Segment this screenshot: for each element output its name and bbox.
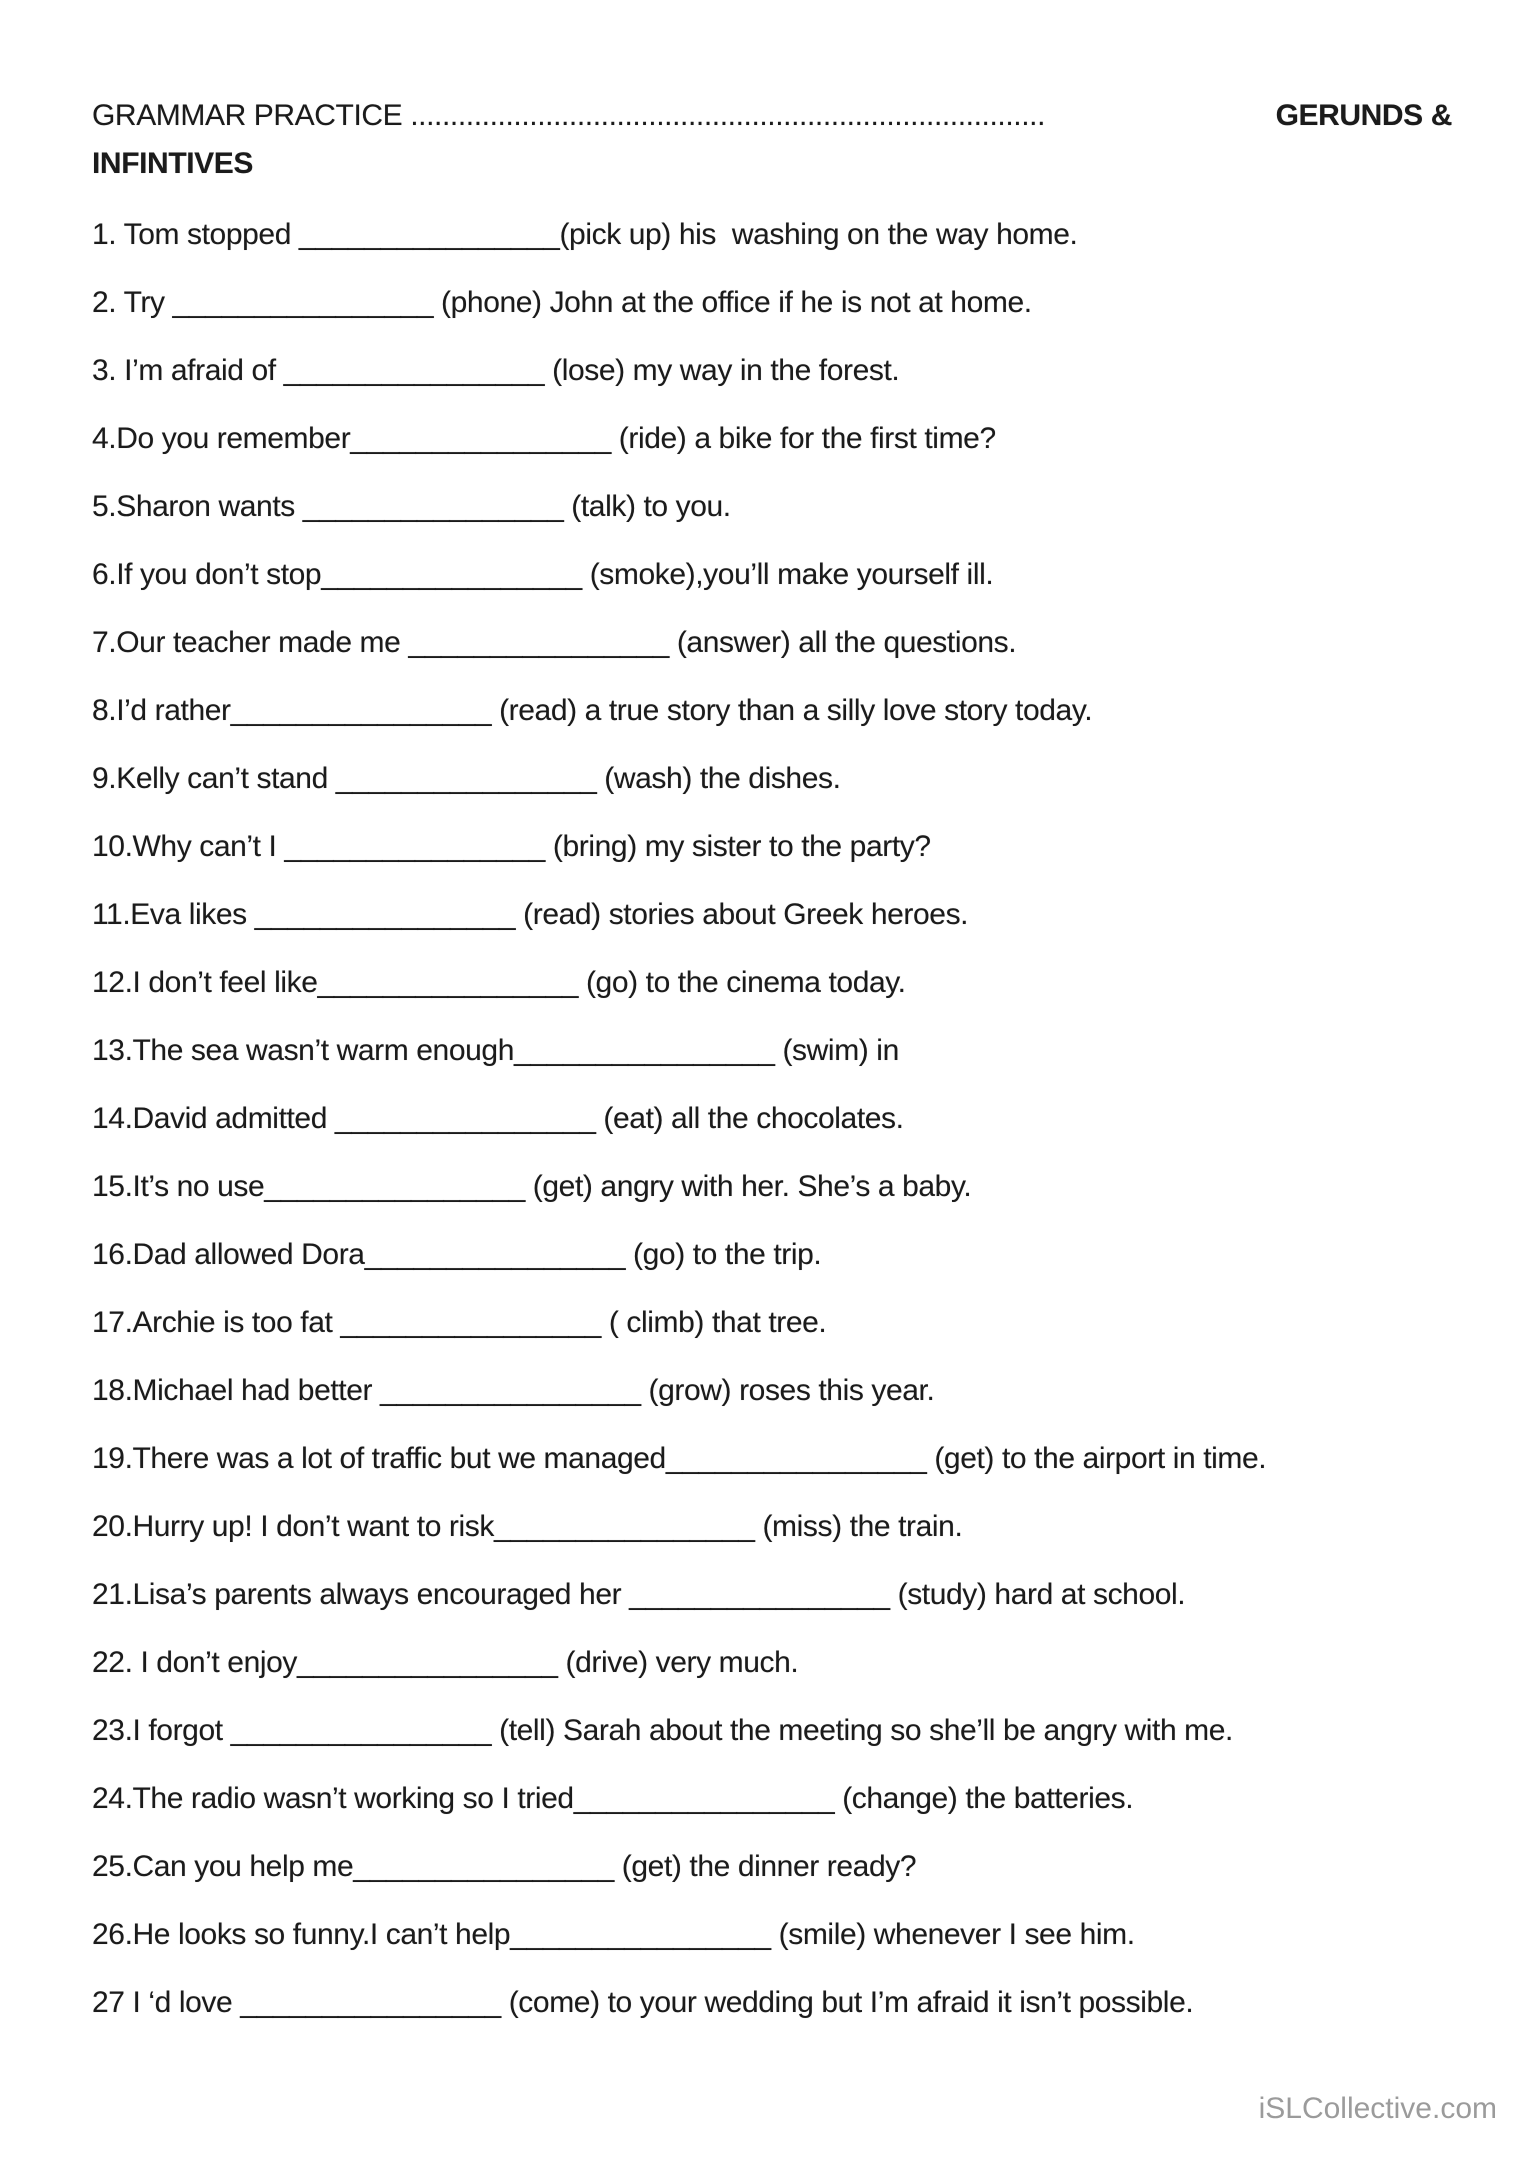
exercise-sentence-12: 12.I don’t feel like________________ (go) to the cinema today.	[92, 966, 906, 999]
exercise-sentence-11: 11.Eva likes ________________ (read) stories about Greek heroes.	[92, 898, 969, 931]
exercise-sentence-3: 3. I’m afraid of ________________ (lose) my way in the forest.	[92, 354, 900, 387]
worksheet-content	[92, 99, 1452, 2056]
exercise-sentence-5: 5.Sharon wants ________________ (talk) to you.	[92, 490, 731, 523]
worksheet-title: GRAMMAR PRACTICE	[92, 99, 411, 132]
worksheet-header	[92, 99, 1452, 133]
name-dotted-line: ................................................................................	[410, 99, 1046, 132]
exercise-sentence-23: 23.I forgot ________________ (tell) Sarah about the meeting so she’ll be angry with me.	[92, 1714, 1233, 1747]
exercise-sentence-8: 8.I’d rather________________ (read) a true story than a silly love story today.	[92, 694, 1093, 727]
header-left-group	[92, 99, 1045, 133]
exercise-sentence-16: 16.Dad allowed Dora________________ (go) to the trip.	[92, 1238, 822, 1271]
worksheet-topic: GERUNDS &	[1275, 99, 1452, 132]
exercise-sentence-6: 6.If you don’t stop________________ (smoke),you’ll make yourself ill.	[92, 558, 994, 591]
exercise-list	[92, 220, 1452, 2018]
exercise-sentence-7: 7.Our teacher made me ________________ (answer) all the questions.	[92, 626, 1017, 659]
exercise-sentence-1: 1. Tom stopped ________________(pick up) his washing on the way home.	[92, 218, 1078, 251]
islcollective-watermark: iSLCollective.com	[1258, 2092, 1497, 2125]
exercise-sentence-13: 13.The sea wasn’t warm enough________________ (swim) in	[92, 1034, 899, 1067]
exercise-sentence-10: 10.Why can’t I ________________ (bring) my sister to the party?	[92, 830, 931, 863]
exercise-sentence-24: 24.The radio wasn’t working so I tried________________ (change) the batteries.	[92, 1782, 1134, 1815]
exercise-sentence-25: 25.Can you help me________________ (get) the dinner ready?	[92, 1850, 917, 1883]
exercise-sentence-18: 18.Michael had better ________________ (grow) roses this year.	[92, 1374, 935, 1407]
exercise-sentence-17: 17.Archie is too fat ________________ ( climb) that tree.	[92, 1306, 827, 1339]
exercise-sentence-21: 21.Lisa’s parents always encouraged her ________________ (study) hard at school.	[92, 1578, 1186, 1611]
exercise-sentence-27: 27 I ‘d love ________________ (come) to your wedding but I’m afraid it isn’t possible.	[92, 1986, 1194, 2019]
exercise-sentence-4: 4.Do you remember________________ (ride) a bike for the first time?	[92, 422, 996, 455]
exercise-sentence-15: 15.It’s no use________________ (get) angry with her. She’s a baby.	[92, 1170, 972, 1203]
exercise-sentence-26: 26.He looks so funny.I can’t help________________ (smile) whenever I see him.	[92, 1918, 1135, 1951]
exercise-sentence-22: 22. I don’t enjoy________________ (drive) very much.	[92, 1646, 799, 1679]
exercise-sentence-14: 14.David admitted ________________ (eat) all the chocolates.	[92, 1102, 904, 1135]
exercise-sentence-20: 20.Hurry up! I don’t want to risk________________ (miss) the train.	[92, 1510, 963, 1543]
worksheet-topic-line2: INFINTIVES	[92, 147, 254, 180]
exercise-sentence-9: 9.Kelly can’t stand ________________ (wash) the dishes.	[92, 762, 841, 795]
exercise-sentence-19: 19.There was a lot of traffic but we managed________________ (get) to the airport in time.	[92, 1442, 1267, 1475]
exercise-sentence-2: 2. Try ________________ (phone) John at the office if he is not at home.	[92, 286, 1032, 319]
